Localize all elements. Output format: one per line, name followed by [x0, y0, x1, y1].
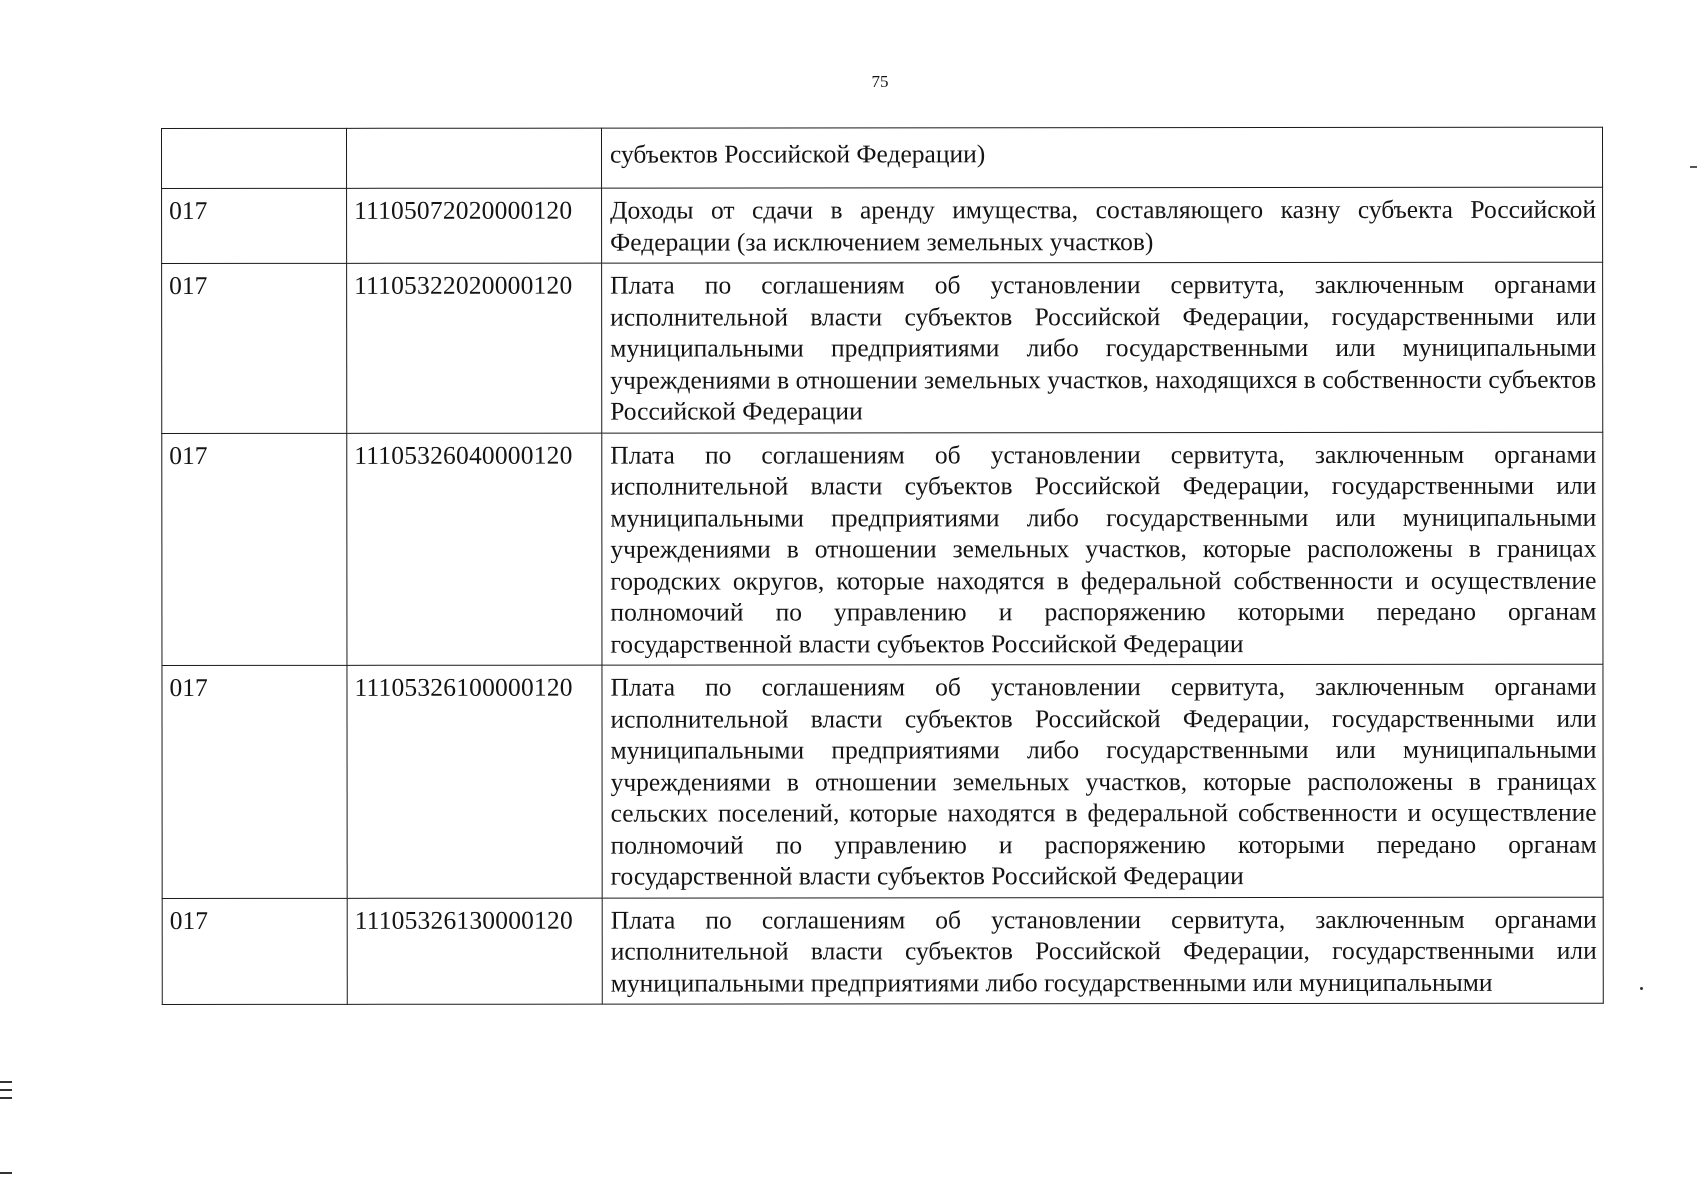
budget-code-cell: 11105072020000120 [347, 188, 602, 263]
page-number: 75 [871, 72, 889, 91]
budget-code-cell: 11105326100000120 [347, 665, 602, 898]
table-row [162, 897, 1603, 1005]
margin-mark [0, 1097, 12, 1099]
admin-code-cell: 017 [162, 188, 347, 263]
scan-speck [1640, 987, 1643, 990]
revenue-codes-table [161, 127, 1604, 1005]
description-cell: субъектов Российской Федерации) [602, 127, 1603, 188]
budget-code-cell: 11105326130000120 [347, 898, 602, 1005]
admin-code-cell: 017 [162, 898, 347, 1005]
admin-code-cell: 017 [162, 263, 347, 433]
description-cell: Плата по соглашениям об установлении сервитута, заключенным органами исполнительной власти субъектов Российской Федерации, государственными или муниципальными предприятиями либо государственными или муниципальными [602, 897, 1603, 1004]
budget-code-cell: 11105326040000120 [347, 433, 602, 666]
edge-mark [1690, 166, 1697, 168]
description-cell: Доходы от сдачи в аренду имущества, составляющего казну субъекта Российской Федерации (за исключением земельных участков) [602, 187, 1603, 263]
admin-code-cell [162, 128, 347, 188]
admin-code-cell: 017 [162, 433, 347, 666]
margin-mark [0, 1172, 12, 1174]
margin-mark [0, 1081, 12, 1083]
description-cell: Плата по соглашениям об установлении сервитута, заключенным органами исполнительной власти субъектов Российской Федерации, государственными или муниципальными предприятиями либо государственными или муниципальными учреждениями в отношении земельных участков, которые расположены в границах городских округов, которые находятся в федеральной собственности и осуществление полномочий по управлению и распоряжению которыми передано органам государственной власти субъектов Российской Федерации [602, 432, 1603, 665]
margin-mark [0, 1089, 12, 1091]
table-row [162, 127, 1603, 188]
description-cell: Плата по соглашениям об установлении сервитута, заключенным органами исполнительной власти субъектов Российской Федерации, государственными или муниципальными предприятиями либо государственными или муниципальными учреждениями в отношении земельных участков, которые расположены в границах сельских поселений, которые находятся в федеральной собственности и осуществление полномочий по управлению и распоряжению которыми передано органам государственной власти субъектов Российской Федерации [602, 664, 1603, 897]
table-row [162, 432, 1603, 666]
table-row [162, 262, 1603, 433]
table-row [162, 187, 1603, 263]
admin-code-cell: 017 [162, 665, 347, 898]
table-row [162, 664, 1603, 898]
description-cell: Плата по соглашениям об установлении сервитута, заключенным органами исполнительной власти субъектов Российской Федерации, государственными или муниципальными предприятиями либо государственными или муниципальными учреждениями в отношении земельных участков, находящихся в собственности субъектов Российской Федерации [602, 262, 1603, 432]
budget-code-cell [347, 128, 602, 188]
budget-code-cell: 11105322020000120 [347, 263, 602, 433]
